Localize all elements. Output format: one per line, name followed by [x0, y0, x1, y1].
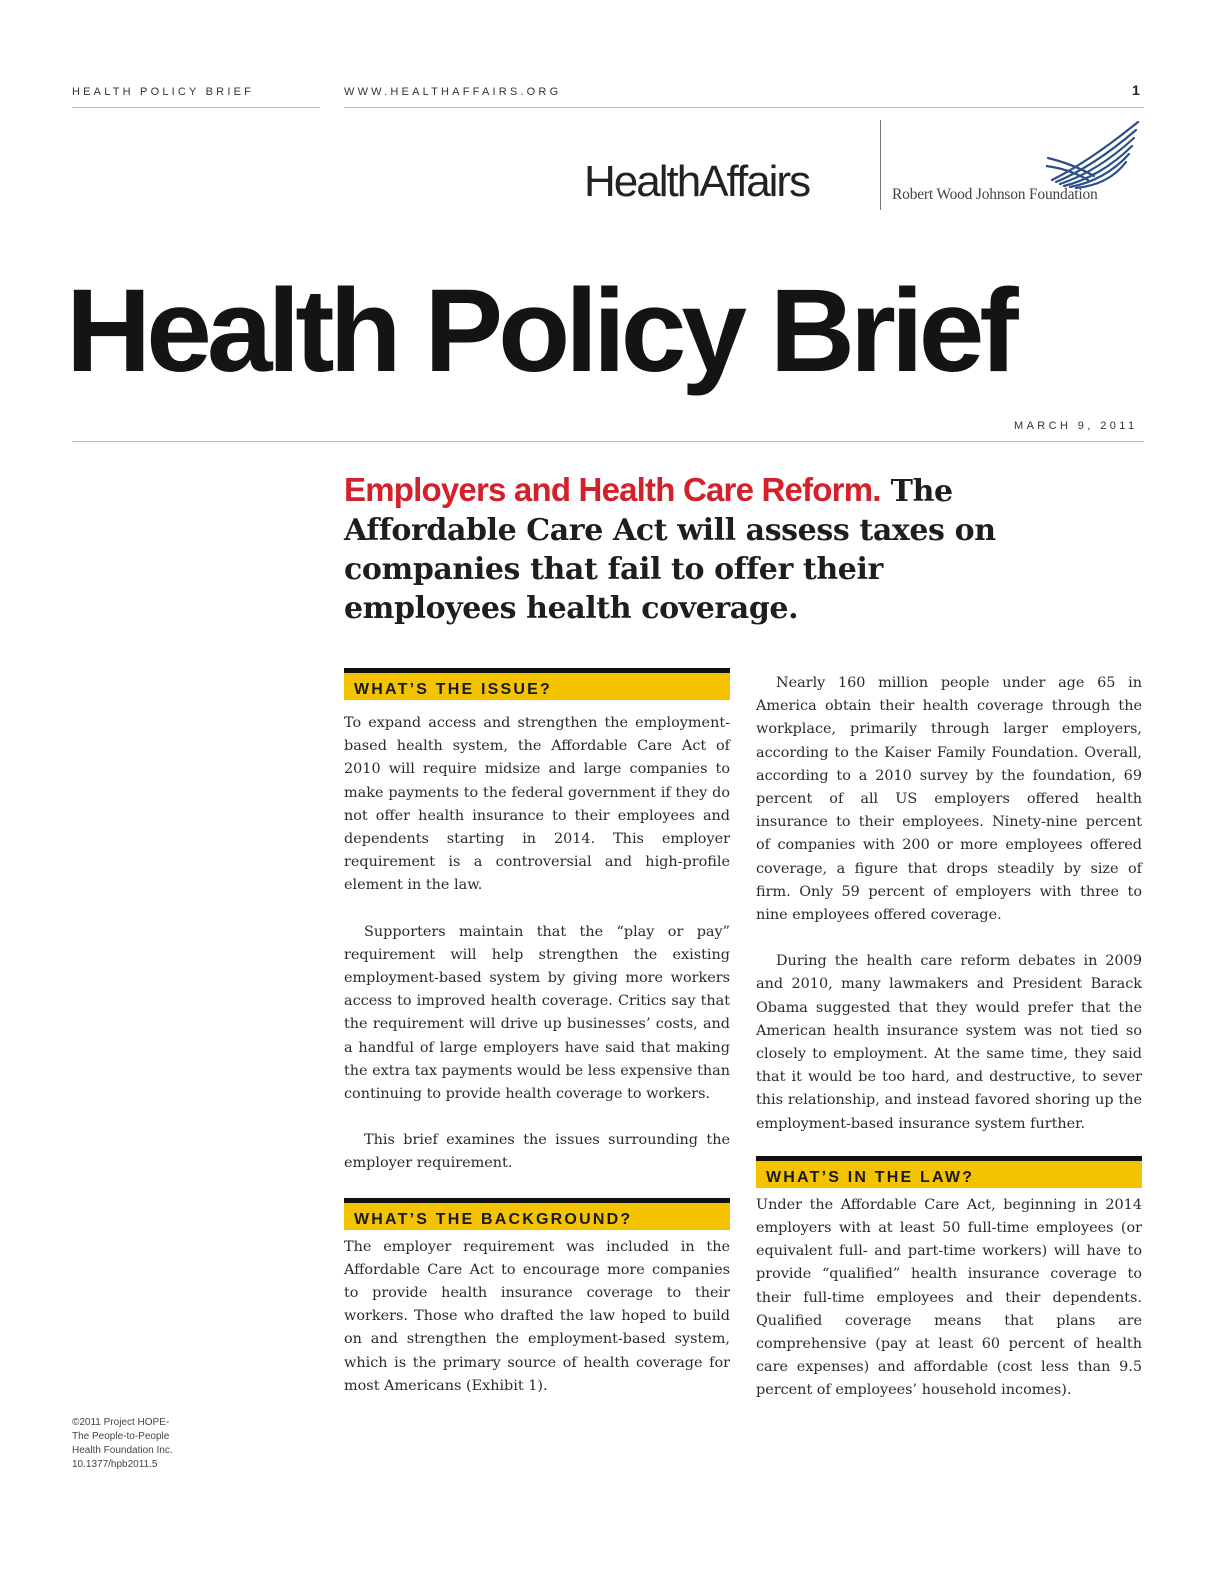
publication-date: MARCH 9, 2011: [1014, 420, 1138, 432]
left-column: [344, 668, 730, 1398]
page-number: 1: [1132, 82, 1140, 98]
masthead-rule: [72, 441, 1144, 442]
copyright-line-2: The People-to-People: [72, 1431, 170, 1442]
right-column: [756, 672, 1142, 1403]
masthead-title: Health Policy Brief: [66, 265, 1014, 397]
doi[interactable]: 10.1377/hpb2011.5: [72, 1459, 158, 1470]
issue-paragraph-1: To expand access and strengthen the employment-based health system, the Affordable Care Act of 2010 will require midsize and large companies to make payments to the federal government if they do not offer health insurance to their employees and dependents starting in 2014. This employer requirement is a controversial and high-profile element in the law.: [344, 715, 730, 894]
copyright-line-3: Health Foundation Inc.: [72, 1445, 173, 1456]
section-heading-issue: WHAT’S THE ISSUE?: [344, 668, 730, 700]
copyright-line-1: ©2011 Project HOPE-: [72, 1417, 170, 1428]
law-paragraph-1: Under the Affordable Care Act, beginning in 2014 employers with at least 50 full-time employees (or equivalent full- and part-time workers) will have to provide “qualified” health insurance coverage to their full-time employees and their dependents. Qualified coverage means that plans are comprehensive (pay at least 60 percent of health care expenses) and affordable (cost less than 9.5 percent of employees’ household incomes).: [756, 1196, 1142, 1399]
headline: [344, 470, 1064, 628]
header-rule-right: [344, 107, 1144, 108]
issue-paragraph-2: Supporters maintain that the “play or pay” requirement will help strengthen the existing employment-based system by giving more workers access to improved health coverage. Critics say that the requirement will drive up businesses’ costs, and a handful of large employers have said that making the extra tax payments would be less expensive than continuing to provide health coverage to workers.: [344, 923, 730, 1103]
brief-label: HEALTH POLICY BRIEF: [72, 86, 255, 98]
headline-rest: The Affordable Care Act will assess taxes on companies that fail to offer their employees health coverage.: [344, 474, 996, 626]
rwjf-wing-icon: [1046, 118, 1142, 190]
headline-lead: Employers and Health Care Reform.: [344, 471, 881, 508]
section-heading-law: WHAT’S IN THE LAW?: [756, 1156, 1142, 1188]
coverage-paragraph-2: During the health care reform debates in 2009 and 2010, many lawmakers and President Barack Obama suggested that they would prefer that the American health insurance system was not tied so closely to employment. At the same time, they said that it would be too hard, and destructive, to sever this relationship, and instead favored shoring up the employment-based insurance system further.: [756, 953, 1142, 1132]
website-url[interactable]: WWW.HEALTHAFFAIRS.ORG: [344, 86, 562, 98]
health-affairs-logo: HealthAffairs: [584, 157, 810, 206]
rwjf-logo-text: Robert Wood Johnson Foundation: [892, 186, 1098, 203]
coverage-paragraph-1: Nearly 160 million people under age 65 in America obtain their health coverage through the workplace, primarily through larger employers, according to the Kaiser Family Foundation. Overall, according to a 2010 survey by the foundation, 69 percent of all US employers offered health insurance to their employees. Ninety-nine percent of companies with 200 or more employees offered coverage, a figure that drops steadily by size of firm. Only 59 percent of employers with three to nine employees offered coverage.: [756, 675, 1142, 924]
header-rule-left: [72, 107, 320, 108]
background-paragraph-1: The employer requirement was included in the Affordable Care Act to encourage more companies to provide health insurance coverage to their workers. Those who drafted the law hoped to build on and strengthen the employment-based system, which is the primary source of health coverage for most Americans (Exhibit 1).: [344, 1238, 730, 1394]
section-heading-background: WHAT’S THE BACKGROUND?: [344, 1198, 730, 1230]
issue-paragraph-3: This brief examines the issues surrounding the employer requirement.: [344, 1132, 730, 1172]
logo-divider: [880, 120, 881, 210]
copyright-note: [72, 1416, 173, 1472]
